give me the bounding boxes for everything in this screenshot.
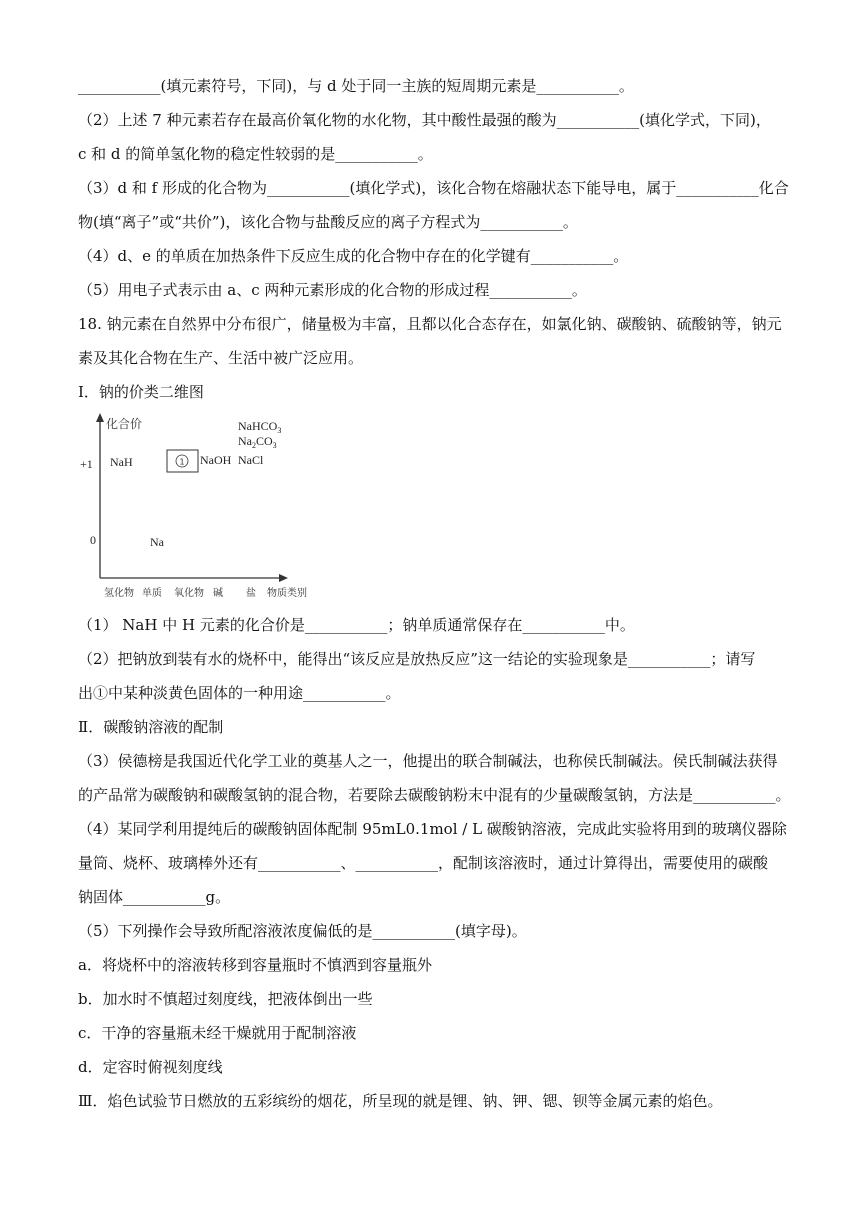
- option-a: a．将烧杯中的溶液转移到容量瓶时不慎洒到容量瓶外: [78, 956, 432, 974]
- text-line-5: 物(填“离子”或“共价”)，该化合物与盐酸反应的离子方程式为___________。: [78, 213, 578, 231]
- question-18-1: （1） NaH 中 H 元素的化合价是___________；钠单质通常保存在___________中。: [78, 616, 635, 634]
- y-axis-label: 化合价: [106, 417, 143, 431]
- question-17-4: （4）d、e 的单质在加热条件下反应生成的化合物中存在的化学键有___________。: [78, 247, 629, 265]
- question-17-3: （3）d 和 f 形成的化合物为___________(填化学式)，该化合物在熔融状态下能导电，属于___________化合: [78, 179, 789, 197]
- x-cat-base: 碱: [213, 588, 223, 599]
- question-18-stem: 18. 钠元素在自然界中分布很广，储量极为丰富，且都以化合态存在，如氯化钠、碳酸钠、硫酸钠等，钠元: [78, 315, 782, 333]
- diagram-svg: [80, 410, 324, 605]
- text-line-18: 量筒、烧杯、玻璃棒外还有___________、___________，配制该溶液时，通过计算得出，需要使用的碳酸: [78, 854, 769, 872]
- text-line-9: 素及其化合物在生产、生活中被广泛应用。: [78, 349, 364, 367]
- x-axis-arrow: [279, 574, 288, 582]
- label-naoh: NaOH: [200, 453, 232, 467]
- label-nacl: NaCl: [238, 453, 264, 467]
- x-cat-salt: 盐: [246, 588, 256, 599]
- y-tick-plus1: +1: [80, 457, 93, 471]
- question-17-2: （2）上述 7 种元素若存在最高价氧化物的水化物，其中酸性最强的酸为___________(填化学式，下同)，: [78, 111, 771, 129]
- label-nah: NaH: [110, 455, 133, 469]
- text-line-1: ___________(填元素符号，下同)，与 d 处于同一主族的短周期元素是___________。: [78, 77, 634, 95]
- question-18-4: （4）某同学利用提纯后的碳酸钠固体配制 95mL0.1mol / L 碳酸钠溶液，完成此实验将用到的玻璃仪器除: [78, 820, 787, 838]
- text-line-3: c 和 d 的简单氢化物的稳定性较弱的是___________。: [78, 145, 433, 163]
- section-heading-3: Ⅲ．焰色试验节日燃放的五彩缤纷的烟花，所呈现的就是锂、钠、钾、锶、钡等金属元素的焰色。: [78, 1092, 723, 1110]
- option-c: c．干净的容量瓶未经干燥就用于配制溶液: [78, 1024, 357, 1042]
- y-tick-zero: 0: [90, 533, 96, 547]
- question-17-5: （5）用电子式表示由 a、c 两种元素形成的化合物的形成过程___________。: [78, 281, 587, 299]
- question-18-5: （5）下列操作会导致所配溶液浓度偏低的是___________(填字母)。: [78, 922, 527, 940]
- valence-class-diagram: [80, 410, 324, 605]
- label-na2co3: $Na_2CO_3$: [238, 434, 277, 450]
- question-18-2: （2）把钠放到装有水的烧杯中，能得出“该反应是放热反应”这一结论的实验现象是___________；请写: [78, 650, 756, 668]
- section-heading-2: Ⅱ．碳酸钠溶液的配制: [78, 718, 224, 736]
- text-line-13: 出①中某种淡黄色固体的一种用途___________。: [78, 684, 401, 702]
- label-na: Na: [150, 535, 164, 549]
- box-label: 1: [179, 457, 185, 467]
- x-axis-label: 物质类别: [267, 588, 307, 599]
- section-heading-1: Ⅰ．钠的价类二维图: [78, 383, 204, 401]
- x-cat-element: 单质: [142, 588, 162, 599]
- text-line-16: 的产品常为碳酸钠和碳酸氢钠的混合物，若要除去碳酸钠粉末中混有的少量碳酸氢钠，方法是___________。: [78, 786, 791, 804]
- option-d: d．定容时俯视刻度线: [78, 1058, 223, 1076]
- x-cat-hydride: 氢化物: [104, 588, 134, 599]
- question-18-3: （3）侯德榜是我国近代化学工业的奠基人之一，他提出的联合制碱法，也称侯氏制碱法。侯氏制碱法获得: [78, 752, 778, 770]
- label-nahco3: NaHCO$_3$: [238, 419, 282, 435]
- y-axis-arrow: [96, 413, 104, 422]
- option-b: b．加水时不慎超过刻度线，把液体倒出一些: [78, 990, 373, 1008]
- x-cat-oxide: 氧化物: [174, 588, 204, 599]
- text-line-19: 钠固体___________g。: [78, 888, 231, 906]
